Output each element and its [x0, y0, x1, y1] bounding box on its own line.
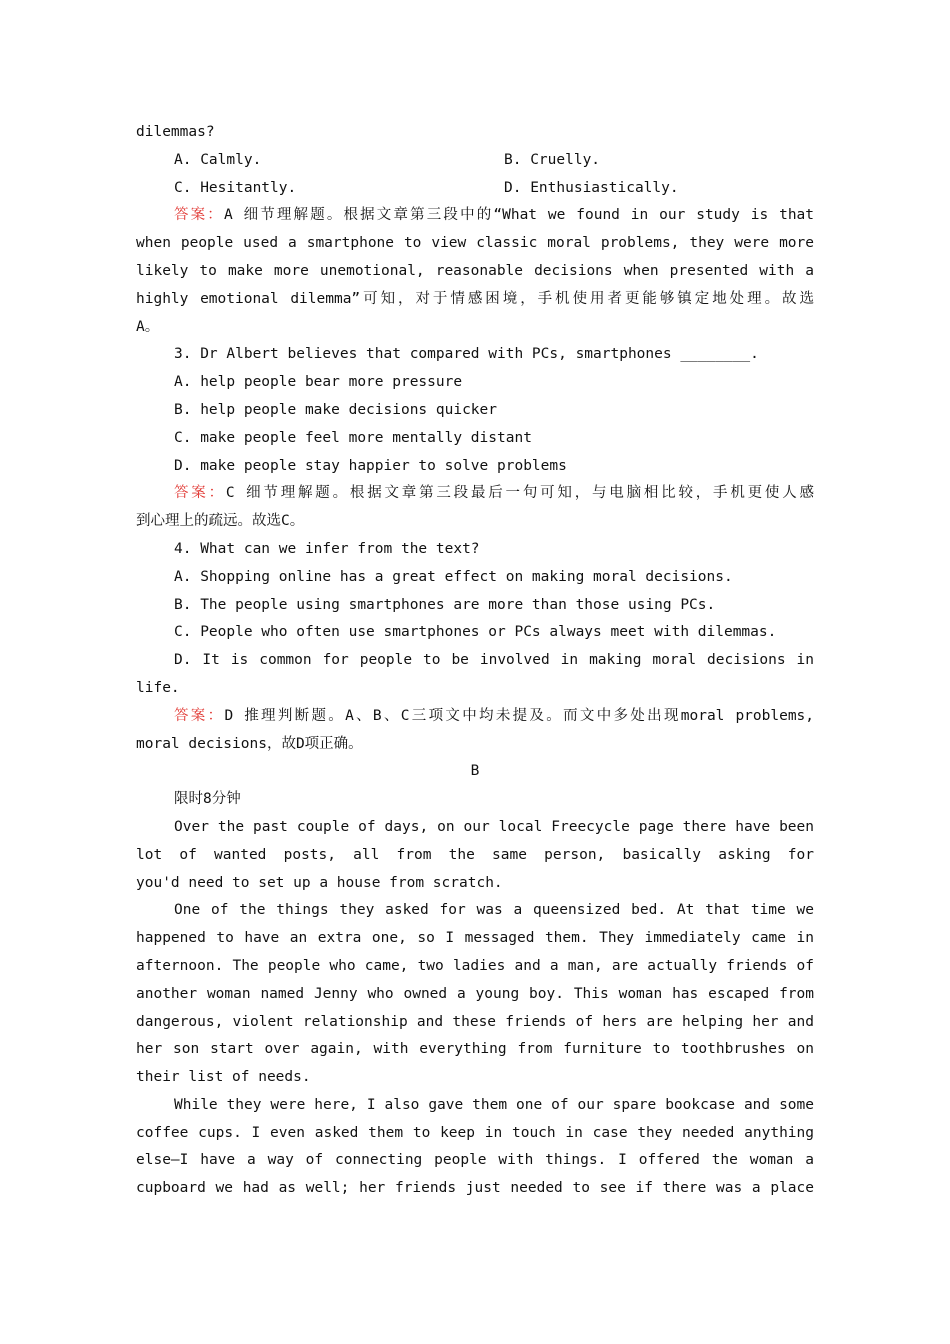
passage-p2-line-3: afternoon. The people who came, two ladies and a man, are actually friends of — [136, 957, 814, 974]
answer-label: 答案： — [174, 707, 225, 724]
document-page — [136, 119, 814, 1203]
answer-2-text: A 细节理解题。根据文章第三段中的“What we found in our study is that — [223, 207, 814, 224]
question-4-option-d-line-2: life. — [136, 679, 180, 696]
passage-p1-line-3: you'd need to set up a house from scratch. — [136, 874, 503, 891]
answer-4-text: D 推理判断题。A、B、C三项文中均未提及。而文中多处出现moral problems, — [224, 707, 814, 724]
answer-2-line-5: A。 — [136, 318, 160, 335]
passage-p2-line-7: their list of needs. — [136, 1069, 311, 1086]
question-4-option-b: B. The people using smartphones are more than those using PCs. — [174, 596, 716, 613]
passage-p3-line-2: coffee cups. I even asked them to keep in touch in case they needed anything — [136, 1124, 814, 1141]
passage-p2-line-4: another woman named Jenny who owned a young boy. This woman has escaped from — [136, 985, 814, 1002]
answer-3-line-1 — [136, 480, 814, 508]
answer-4-line-1 — [136, 703, 814, 731]
answer-3-text: C 细节理解题。根据文章第三段最后一句可知，与电脑相比较，手机更使人感 — [225, 485, 814, 502]
option-a: A. Calmly. — [174, 151, 262, 168]
question-2-options-row-2 — [136, 175, 814, 203]
passage-p3-line-4: cupboard we had as well; her friends just needed to see if there was a place — [136, 1180, 814, 1197]
question-4-stem: 4. What can we infer from the text? — [174, 540, 480, 557]
passage-p1-line-2: lot of wanted posts, all from the same person, basically asking for — [136, 846, 814, 863]
question-3-option-c: C. make people feel more mentally distant — [174, 429, 532, 446]
question-4-option-c: C. People who often use smartphones or PCs always meet with dilemmas. — [174, 624, 777, 641]
question-3-option-b: B. help people make decisions quicker — [174, 401, 498, 418]
passage-p3-line-1: While they were here, I also gave them one of our spare bookcase and some — [174, 1096, 814, 1113]
passage-p2-line-2: happened to have an extra one, so I messaged them. They immediately came in — [136, 930, 814, 947]
answer-label: 答案： — [174, 485, 226, 502]
question-3-stem: 3. Dr Albert believes that compared with PCs, smartphones ________. — [174, 346, 759, 363]
option-d: D. Enthusiastically. — [504, 179, 679, 196]
passage-p1-line-1: Over the past couple of days, on our local Freecycle page there have been — [174, 818, 814, 835]
answer-2-line-1 — [136, 202, 814, 230]
passage-p2-line-1: One of the things they asked for was a queensized bed. At that time we — [174, 902, 814, 919]
answer-3-line-2: 到心理上的疏远。故选C。 — [136, 513, 305, 530]
question-2-stem-tail: dilemmas? — [136, 124, 215, 140]
question-3-option-a: A. help people bear more pressure — [174, 374, 463, 391]
passage-p2-line-6: her son start over again, with everything from furniture to toothbrushes on — [136, 1041, 814, 1058]
answer-label: 答案： — [174, 207, 224, 224]
question-4-option-d-line-1: D. It is common for people to be involved in making moral decisions in — [174, 652, 814, 669]
option-c: C. Hesitantly. — [174, 179, 297, 196]
question-3-option-d: D. make people stay happier to solve problems — [174, 457, 567, 474]
question-2-options-row-1 — [136, 147, 814, 175]
passage-p3-line-3: else—I have a way of connecting people with things. I offered the woman a — [136, 1152, 814, 1169]
option-b: B. Cruelly. — [504, 151, 601, 168]
passage-p2-line-5: dangerous, violent relationship and these friends of hers are helping her and — [136, 1013, 814, 1030]
answer-2-line-2: when people used a smartphone to view classic moral problems, they were more — [136, 235, 814, 252]
answer-2-line-3: likely to make more unemotional, reasonable decisions when presented with a — [136, 262, 814, 279]
section-title: B — [470, 763, 480, 780]
answer-4-line-2: moral decisions，故D项正确。 — [136, 735, 363, 752]
question-4-option-a: A. Shopping online has a great effect on making moral decisions. — [174, 568, 733, 585]
answer-2-line-4: highly emotional dilemma”可知，对于情感困境，手机使用者更能够镇定地处理。故选 — [136, 290, 814, 307]
time-limit: 限时8分钟 — [174, 791, 241, 808]
